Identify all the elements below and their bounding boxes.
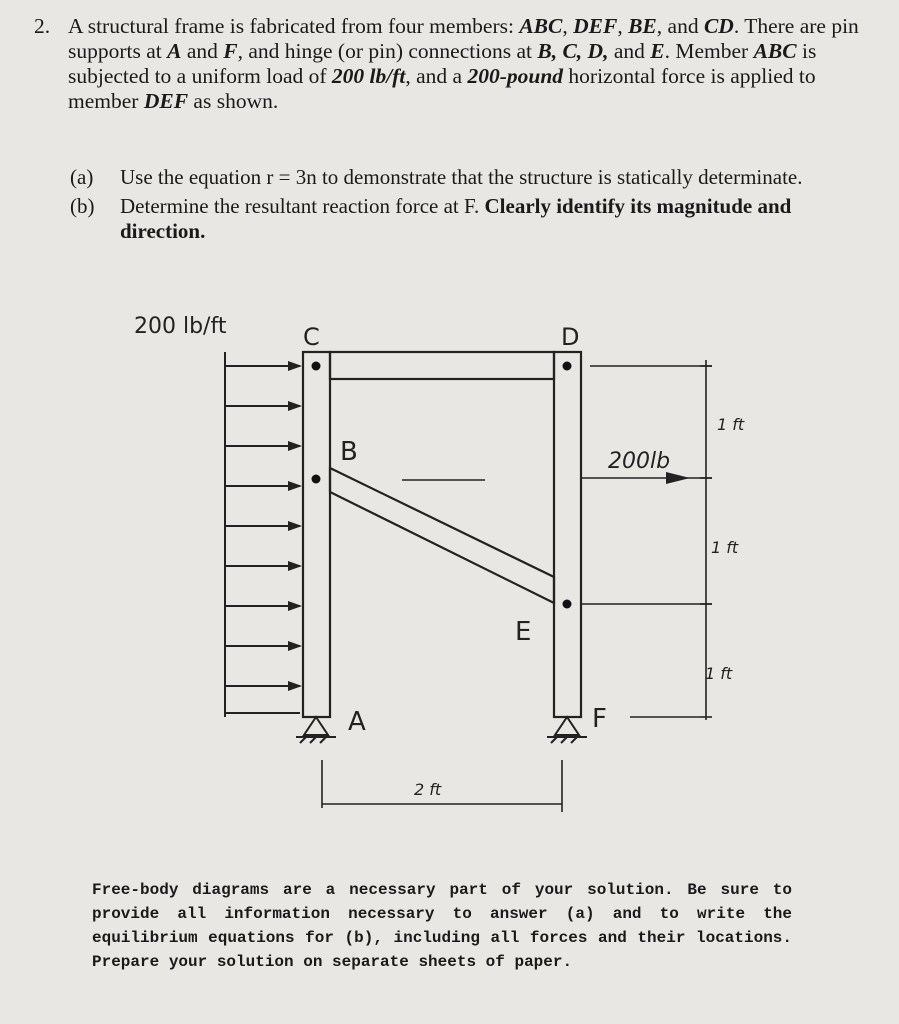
problem-number: 2. [34, 14, 51, 38]
pin-b [312, 475, 321, 484]
problem-text: A structural frame is fabricated from four members: ABC, DEF, BE, and CD. There are pin supports at A and F, and hinge (or pin) connections at B, C, D, and E. Member ABC is subjected to a uniform load of 200 lb/ft, and a 200-pound horizontal force is applied to member DEF as shown. [68, 14, 859, 113]
support-f [547, 717, 587, 743]
part-a-label: (a) [70, 165, 94, 189]
dimension-lines [322, 360, 712, 812]
dim-label-2: 1 ft [711, 538, 739, 557]
support-a [296, 717, 336, 743]
part-b [70, 194, 830, 244]
dim-label-3: 1 ft [705, 664, 733, 683]
joint-label-c: C [303, 323, 320, 351]
pin-d [563, 362, 572, 371]
member-abc [303, 352, 330, 717]
member-cd [330, 352, 554, 379]
dim-label-1: 1 ft [717, 415, 745, 434]
frame-diagram [0, 290, 899, 830]
distributed-load-arrowheads [288, 361, 302, 691]
joint-label-e: E [515, 617, 532, 647]
joint-label-f: F [592, 704, 607, 734]
dim-label-width: 2 ft [414, 780, 442, 799]
part-b-label: (b) [70, 194, 95, 218]
question-parts [70, 165, 830, 248]
instructions-note: Free-body diagrams are a necessary part of your solution. Be sure to provide all information necessary to answer (a) and to write the equilibrium equations for (b), including all forces and their locations. Prepare your solution on separate sheets of paper. [92, 881, 792, 971]
problem-statement [34, 14, 864, 114]
joint-label-a: A [348, 707, 366, 737]
part-b-bold-text: Clearly identify its magnitude and direction. [120, 194, 792, 243]
member-def [554, 352, 581, 717]
member-be [330, 468, 554, 603]
pin-e [563, 600, 572, 609]
part-a [70, 165, 830, 190]
part-b-text: Determine the resultant reaction force at F. [120, 194, 485, 218]
force-label: 200lb [608, 449, 671, 474]
joint-label-b: B [340, 437, 358, 467]
pin-c [312, 362, 321, 371]
load-label: 200 lb/ft [134, 314, 227, 339]
part-a-text: Use the equation r = 3n to demonstrate that the structure is statically determinate. [120, 165, 803, 189]
joint-label-d: D [561, 323, 580, 351]
